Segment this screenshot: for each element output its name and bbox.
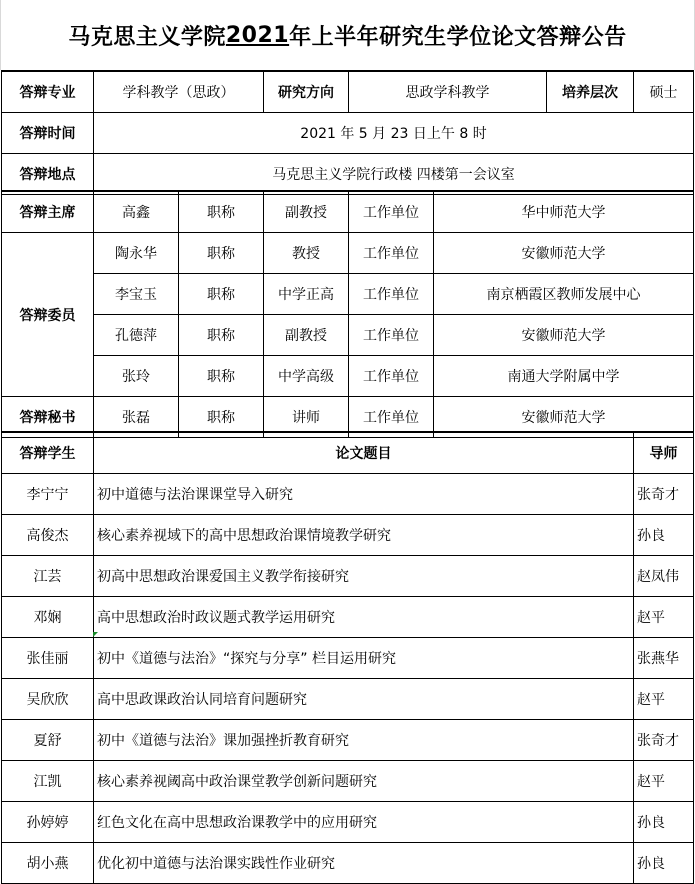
chair-label: 答辩主席 bbox=[2, 191, 94, 233]
advisor-name: 赵平 bbox=[634, 597, 694, 638]
title-label: 职称 bbox=[179, 191, 264, 233]
thesis-topic: 初中《道德与法治》“探究与分享” 栏目运用研究 bbox=[94, 638, 634, 679]
member-name: 张玲 bbox=[94, 356, 179, 397]
member-title: 副教授 bbox=[264, 315, 349, 356]
thesis-topic: 高中思政课政治认同培育问题研究 bbox=[94, 679, 634, 720]
student-row bbox=[2, 597, 694, 638]
title-label: 职称 bbox=[179, 233, 264, 274]
member-title: 中学高级 bbox=[264, 356, 349, 397]
member-name: 孔德萍 bbox=[94, 315, 179, 356]
student-name: 江凯 bbox=[2, 761, 94, 802]
member-name: 李宝玉 bbox=[94, 274, 179, 315]
member-unit: 安徽师范大学 bbox=[434, 233, 694, 274]
chair-row bbox=[2, 191, 694, 233]
level-label: 培养层次 bbox=[547, 71, 634, 113]
page-title bbox=[0, 0, 695, 70]
students-header-row bbox=[2, 432, 694, 474]
unit-label: 工作单位 bbox=[349, 397, 434, 438]
thesis-topic: 初高中思想政治课爱国主义教学衔接研究 bbox=[94, 556, 634, 597]
member-unit: 南通大学附属中学 bbox=[434, 356, 694, 397]
student-row bbox=[2, 474, 694, 515]
thesis-topic: 核心素养视阈高中政治课堂教学创新问题研究 bbox=[94, 761, 634, 802]
members-label: 答辩委员 bbox=[2, 233, 94, 397]
student-row bbox=[2, 802, 694, 843]
member-title: 中学正高 bbox=[264, 274, 349, 315]
advisor-name: 赵平 bbox=[634, 761, 694, 802]
header-topic: 论文题目 bbox=[94, 432, 634, 474]
direction-value: 思政学科教学 bbox=[349, 71, 547, 113]
thesis-topic: 核心素养视域下的高中思想政治课情境教学研究 bbox=[94, 515, 634, 556]
title-suffix: 年上半年研究生学位论文答辩公告 bbox=[289, 24, 627, 50]
advisor-name: 孙良 bbox=[634, 515, 694, 556]
member-title: 教授 bbox=[264, 233, 349, 274]
committee-table bbox=[1, 190, 694, 438]
member-name: 陶永华 bbox=[94, 233, 179, 274]
student-name: 江芸 bbox=[2, 556, 94, 597]
unit-label: 工作单位 bbox=[349, 356, 434, 397]
unit-label: 工作单位 bbox=[349, 315, 434, 356]
title-label: 职称 bbox=[179, 397, 264, 438]
title-year: 2021 bbox=[225, 22, 290, 48]
student-row bbox=[2, 843, 694, 884]
student-name: 张佳丽 bbox=[2, 638, 94, 679]
secretary-title: 讲师 bbox=[264, 397, 349, 438]
title-label: 职称 bbox=[179, 274, 264, 315]
student-row bbox=[2, 720, 694, 761]
student-name: 李宁宁 bbox=[2, 474, 94, 515]
student-name: 邓娴 bbox=[2, 597, 94, 638]
advisor-name: 张燕华 bbox=[634, 638, 694, 679]
info-table bbox=[1, 70, 694, 195]
cell-comment-marker bbox=[93, 632, 98, 637]
student-row bbox=[2, 761, 694, 802]
place-value: 马克思主义学院行政楼 四楼第一会议室 bbox=[94, 154, 694, 195]
thesis-topic: 初中道德与法治课课堂导入研究 bbox=[94, 474, 634, 515]
major-value: 学科教学（思政） bbox=[94, 71, 264, 113]
info-row-place bbox=[2, 154, 694, 195]
header-student: 答辩学生 bbox=[2, 432, 94, 474]
header-advisor: 导师 bbox=[634, 432, 694, 474]
member-row bbox=[2, 315, 694, 356]
info-row-time bbox=[2, 113, 694, 154]
title-prefix: 马克思主义学院 bbox=[68, 24, 226, 50]
member-unit: 南京栖霞区教师发展中心 bbox=[434, 274, 694, 315]
advisor-name: 赵凤伟 bbox=[634, 556, 694, 597]
level-value: 硕士 bbox=[634, 71, 694, 113]
student-name: 胡小燕 bbox=[2, 843, 94, 884]
student-name: 吴欣欣 bbox=[2, 679, 94, 720]
title-label: 职称 bbox=[179, 356, 264, 397]
member-row bbox=[2, 274, 694, 315]
secretary-name: 张磊 bbox=[94, 397, 179, 438]
place-label: 答辩地点 bbox=[2, 154, 94, 195]
unit-label: 工作单位 bbox=[349, 233, 434, 274]
advisor-name: 张奇才 bbox=[634, 720, 694, 761]
advisor-name: 张奇才 bbox=[634, 474, 694, 515]
student-row bbox=[2, 638, 694, 679]
major-label: 答辩专业 bbox=[2, 71, 94, 113]
secretary-unit: 安徽师范大学 bbox=[434, 397, 694, 438]
advisor-name: 赵平 bbox=[634, 679, 694, 720]
direction-label: 研究方向 bbox=[264, 71, 349, 113]
student-row bbox=[2, 679, 694, 720]
member-unit: 安徽师范大学 bbox=[434, 315, 694, 356]
student-name: 夏舒 bbox=[2, 720, 94, 761]
student-name: 孙婷婷 bbox=[2, 802, 94, 843]
time-label: 答辩时间 bbox=[2, 113, 94, 154]
unit-label: 工作单位 bbox=[349, 274, 434, 315]
member-row bbox=[2, 356, 694, 397]
time-value: 2021 年 5 月 23 日上午 8 时 bbox=[94, 113, 694, 154]
thesis-topic: 高中思想政治时政议题式教学运用研究 bbox=[94, 597, 634, 638]
secretary-label: 答辩秘书 bbox=[2, 397, 94, 438]
title-label: 职称 bbox=[179, 315, 264, 356]
advisor-name: 孙良 bbox=[634, 843, 694, 884]
unit-label: 工作单位 bbox=[349, 191, 434, 233]
chair-name: 高鑫 bbox=[94, 191, 179, 233]
student-row bbox=[2, 515, 694, 556]
chair-unit: 华中师范大学 bbox=[434, 191, 694, 233]
thesis-topic: 红色文化在高中思想政治课教学中的应用研究 bbox=[94, 802, 634, 843]
chair-title: 副教授 bbox=[264, 191, 349, 233]
students-table bbox=[1, 431, 694, 884]
thesis-topic: 优化初中道德与法治课实践性作业研究 bbox=[94, 843, 634, 884]
student-row bbox=[2, 556, 694, 597]
thesis-topic: 初中《道德与法治》课加强挫折教育研究 bbox=[94, 720, 634, 761]
member-row bbox=[2, 233, 694, 274]
info-row-major bbox=[2, 71, 694, 113]
student-name: 高俊杰 bbox=[2, 515, 94, 556]
advisor-name: 孙良 bbox=[634, 802, 694, 843]
